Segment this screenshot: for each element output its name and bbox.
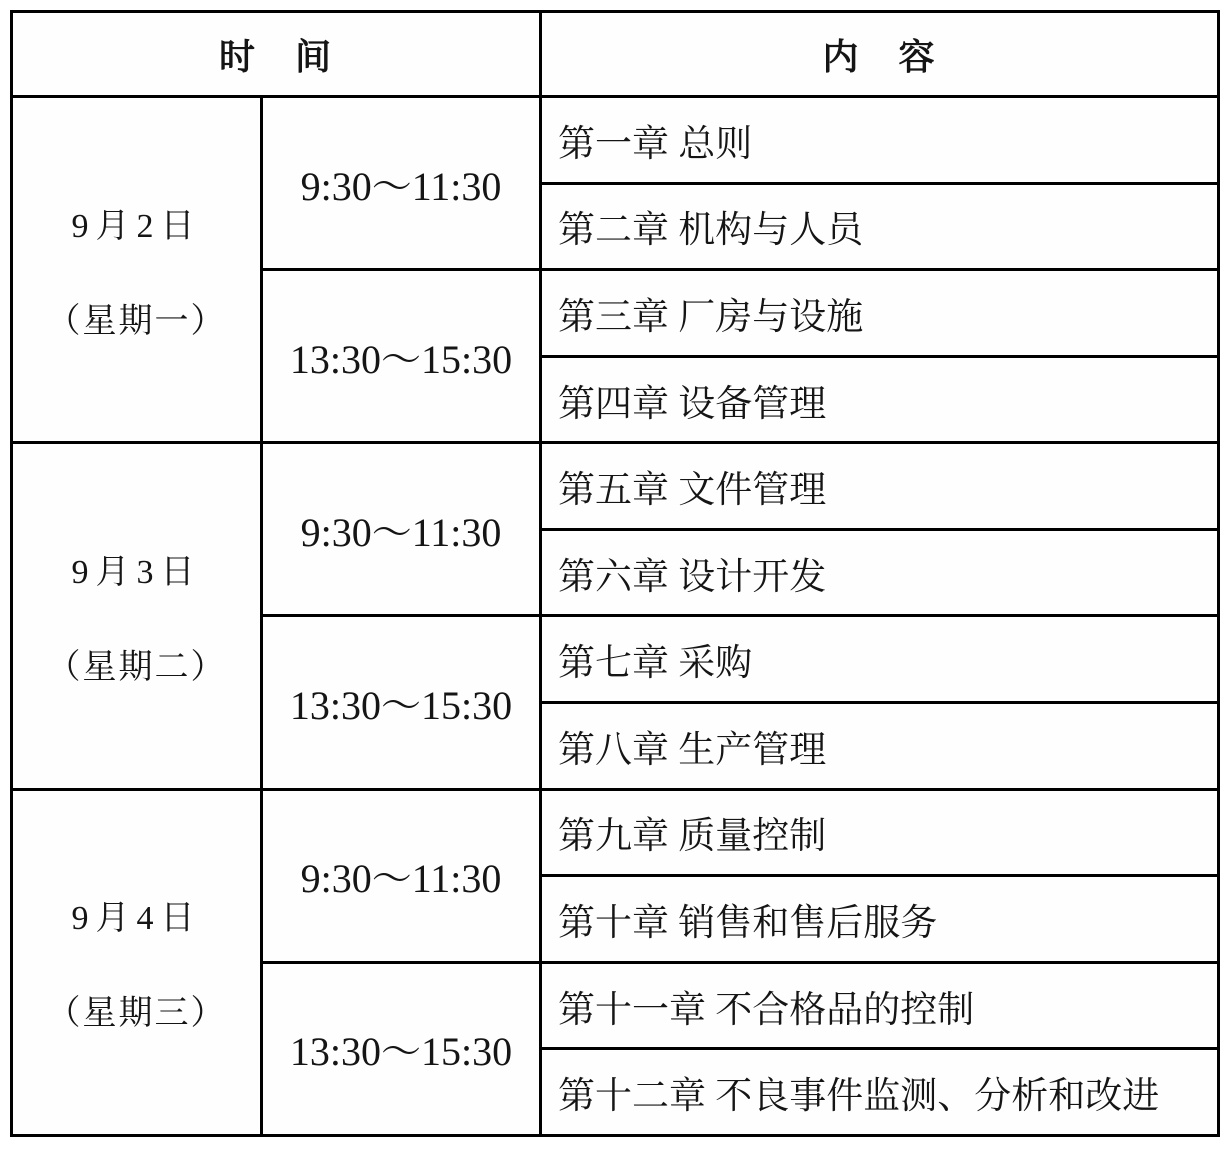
content-cell: 第四章 设备管理 [541,356,1219,443]
header-row [12,12,1219,97]
schedule-table [10,10,1220,1137]
header-time: 时 间 [12,12,541,97]
weekday-text: （星期二） [46,648,227,686]
time-cell: 13:30～15:30 [262,962,541,1135]
content-cell: 第十章 销售和售后服务 [541,876,1219,963]
date-text: 9月4日 [71,900,202,938]
content-cell: 第五章 文件管理 [541,443,1219,530]
time-cell: 13:30～15:30 [262,616,541,789]
table-row [12,97,1219,184]
table-row [12,789,1219,876]
weekday-text: （星期三） [46,995,227,1033]
table-row [12,443,1219,530]
header-content: 内 容 [541,12,1219,97]
content-cell: 第二章 机构与人员 [541,183,1219,270]
content-cell: 第九章 质量控制 [541,789,1219,876]
weekday-text: （星期一） [46,302,227,340]
content-cell: 第六章 设计开发 [541,529,1219,616]
content-cell: 第一章 总则 [541,97,1219,184]
time-cell: 13:30～15:30 [262,270,541,443]
date-text: 9月2日 [71,207,202,245]
date-text: 9月3日 [71,553,202,591]
time-cell: 9:30～11:30 [262,97,541,270]
content-cell: 第八章 生产管理 [541,703,1219,790]
date-cell-sep4 [12,789,262,1135]
content-cell: 第七章 采购 [541,616,1219,703]
content-cell: 第十一章 不合格品的控制 [541,962,1219,1049]
date-cell-sep3 [12,443,262,789]
content-cell: 第十二章 不良事件监测、分析和改进 [541,1049,1219,1136]
time-cell: 9:30～11:30 [262,789,541,962]
date-cell-sep2 [12,97,262,443]
time-cell: 9:30～11:30 [262,443,541,616]
content-cell: 第三章 厂房与设施 [541,270,1219,357]
